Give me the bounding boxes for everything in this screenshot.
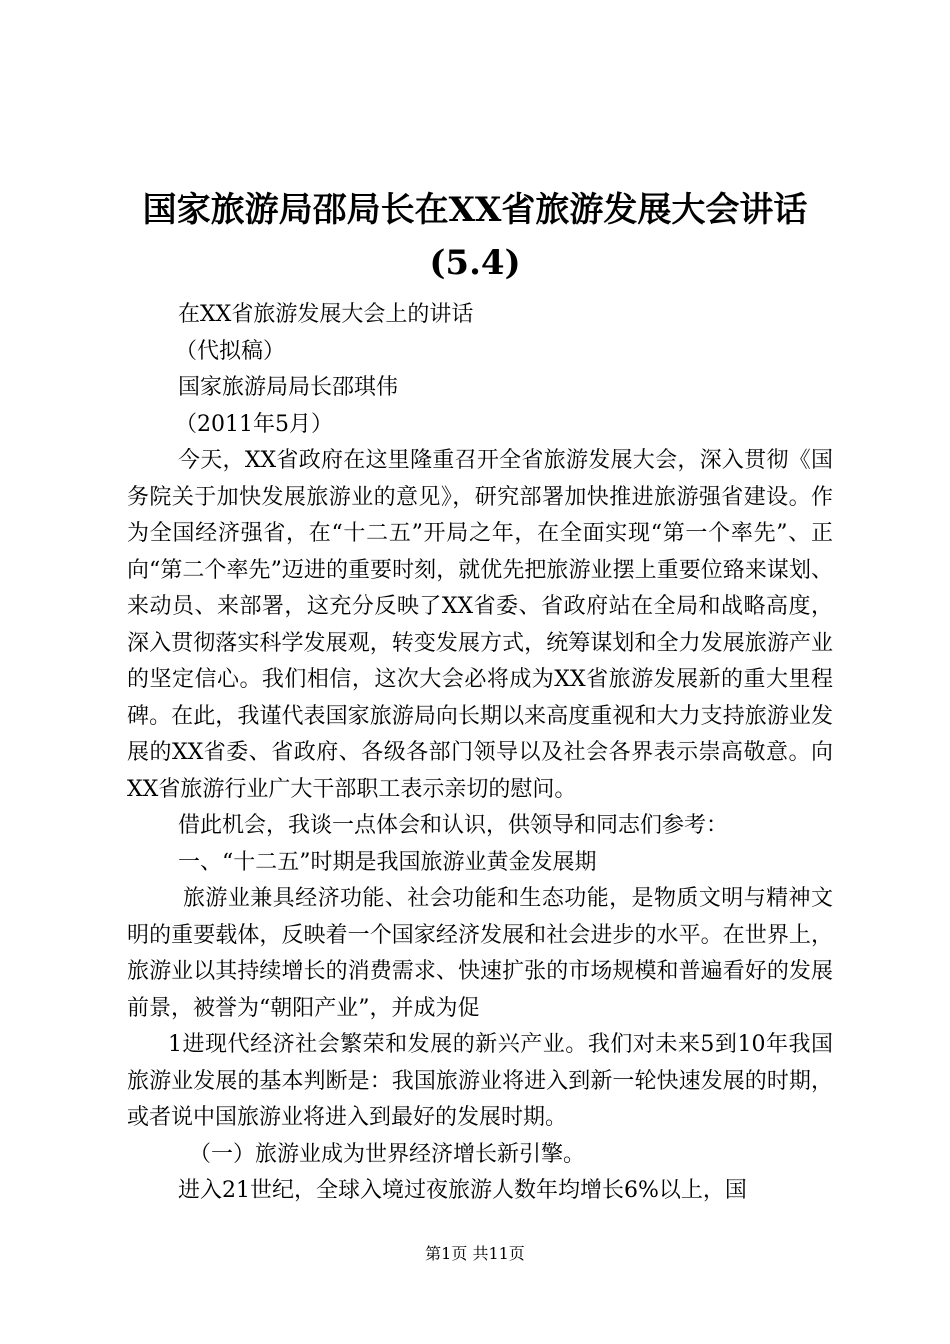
paragraph: 借此机会，我谈一点体会和认识，供领导和同志们参考：	[178, 813, 729, 838]
document-title-date: (5.4)	[429, 243, 521, 283]
paragraph: 进入21世纪，全球入境过夜旅游人数年均增长6%以上，国	[178, 1178, 747, 1203]
paragraph: 1进现代经济社会繁荣和发展的新兴产业。我们对未来5到10年我国旅游业发展的基本判断是：我国旅游业将进入到新一轮快速发展的时期，或者说中国旅游业将进入到最好的发展时期。	[127, 1032, 833, 1130]
speech-subtitle: 在XX省旅游发展大会上的讲话	[178, 302, 474, 327]
speech-date: （2011年5月）	[175, 411, 333, 437]
draft-note: （代拟稿）	[175, 338, 286, 364]
paragraph: 今天，XX省政府在这里隆重召开全省旅游发展大会，深入贯彻《国务院关于加快发展旅游业的意见》，研究部署加快推进旅游强省建设。作为全国经济强省，在“十二五”开局之年，在全面实现“第一个率先”、正向“第二个率先”迈进的重要时刻，就优先把旅游业摆上重要位臵来谋划、来动员、来部署，这充分反映了XX省委、省政府站在全局和战略高度，深入贯彻落实科学发展观，转变发展方式，统筹谋划和全力发展旅游产业的坚定信心。我们相信，这次大会必将成为XX省旅游发展新的重大里程碑。在此，我谨代表国家旅游局向长期以来高度重视和大力支持旅游业发展的XX省委、省政府、各级各部门领导以及社会各界表示崇高敬意。向XX省旅游行业广大干部职工表示亲切的慰问。	[127, 448, 833, 802]
speech-author: 国家旅游局局长邵琪伟	[178, 375, 399, 400]
paragraph: 旅游业兼具经济功能、社会功能和生态功能，是物质文明与精神文明的重要载体，反映着一个国家经济发展和社会进步的水平。在世界上，旅游业以其持续增长的消费需求、快速扩张的市场规模和普遍看好的发展前景，被誉为“朝阳产业”，并成为促	[127, 886, 833, 1021]
document-title: 国家旅游局邵局长在XX省旅游发展大会讲话	[142, 190, 808, 230]
document-body	[127, 297, 833, 1210]
section-heading: 一、“十二五”时期是我国旅游业黄金发展期	[178, 849, 597, 875]
subsection-heading: （一）旅游业成为世界经济增长新引擎。	[189, 1141, 586, 1167]
page-number: 第1页 共11页	[425, 1244, 525, 1263]
